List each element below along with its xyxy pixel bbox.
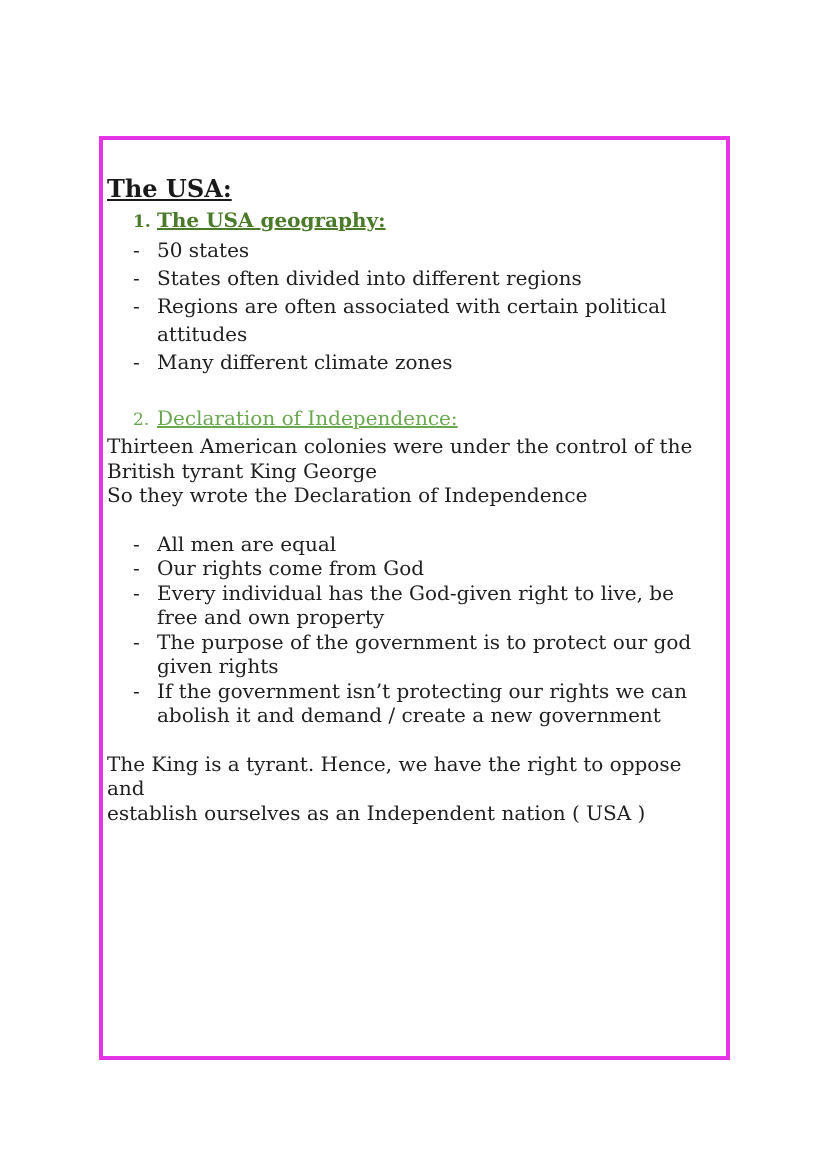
intro-line-3: So they wrote the Declaration of Independence <box>107 483 588 507</box>
document-title: The USA: <box>107 174 232 203</box>
dash-bullet: - <box>133 266 140 290</box>
document-content <box>107 172 719 825</box>
dash-bullet: - <box>133 629 140 654</box>
list-item <box>107 532 719 557</box>
conclusion-line-2: establish ourselves as an Independent nation ( USA ) <box>107 800 646 825</box>
list-item <box>107 679 719 728</box>
dash-bullet: - <box>133 556 140 580</box>
section-1-number: 1. <box>133 212 151 232</box>
list-item-text: Regions are often associated with certain political attitudes <box>157 294 667 346</box>
intro-line-1: Thirteen American colonies were under the control of the <box>107 434 693 458</box>
section-2-title: Declaration of Independence: <box>157 406 458 430</box>
section-1-title: The USA geography: <box>157 208 386 232</box>
list-item <box>107 630 719 679</box>
list-item <box>107 264 719 292</box>
list-item-text: The purpose of the government is to protect our god given rights <box>157 629 692 678</box>
dash-bullet: - <box>133 294 140 318</box>
section-2-list <box>107 532 719 728</box>
dash-bullet: - <box>133 350 140 374</box>
dash-bullet: - <box>133 678 140 703</box>
list-item-text: All men are equal <box>157 531 337 556</box>
list-item <box>107 556 719 581</box>
section-2-heading <box>133 404 719 434</box>
section-1-heading <box>133 206 719 236</box>
dash-bullet: - <box>133 580 140 605</box>
dash-bullet: - <box>133 531 140 556</box>
section-1-list <box>107 236 719 376</box>
dash-bullet: - <box>133 238 140 262</box>
list-item-text: Every individual has the God-given right to live, be free and own property <box>157 580 674 629</box>
conclusion-line-1: The King is a tyrant. Hence, we have the right to oppose and <box>107 751 682 800</box>
list-item <box>107 236 719 264</box>
list-item-text: If the government isn’t protecting our rights we can abolish it and demand / create a new government <box>157 678 687 727</box>
list-item-text: Our rights come from God <box>157 556 425 580</box>
intro-line-2: British tyrant King George <box>107 458 378 483</box>
list-item-text: 50 states <box>157 238 250 262</box>
list-item <box>107 292 719 348</box>
list-item <box>107 581 719 630</box>
list-item-text: Many different climate zones <box>157 350 453 374</box>
list-item <box>107 348 719 376</box>
section-2-number: 2. <box>133 410 150 430</box>
list-item-text: States often divided into different regions <box>157 266 582 290</box>
